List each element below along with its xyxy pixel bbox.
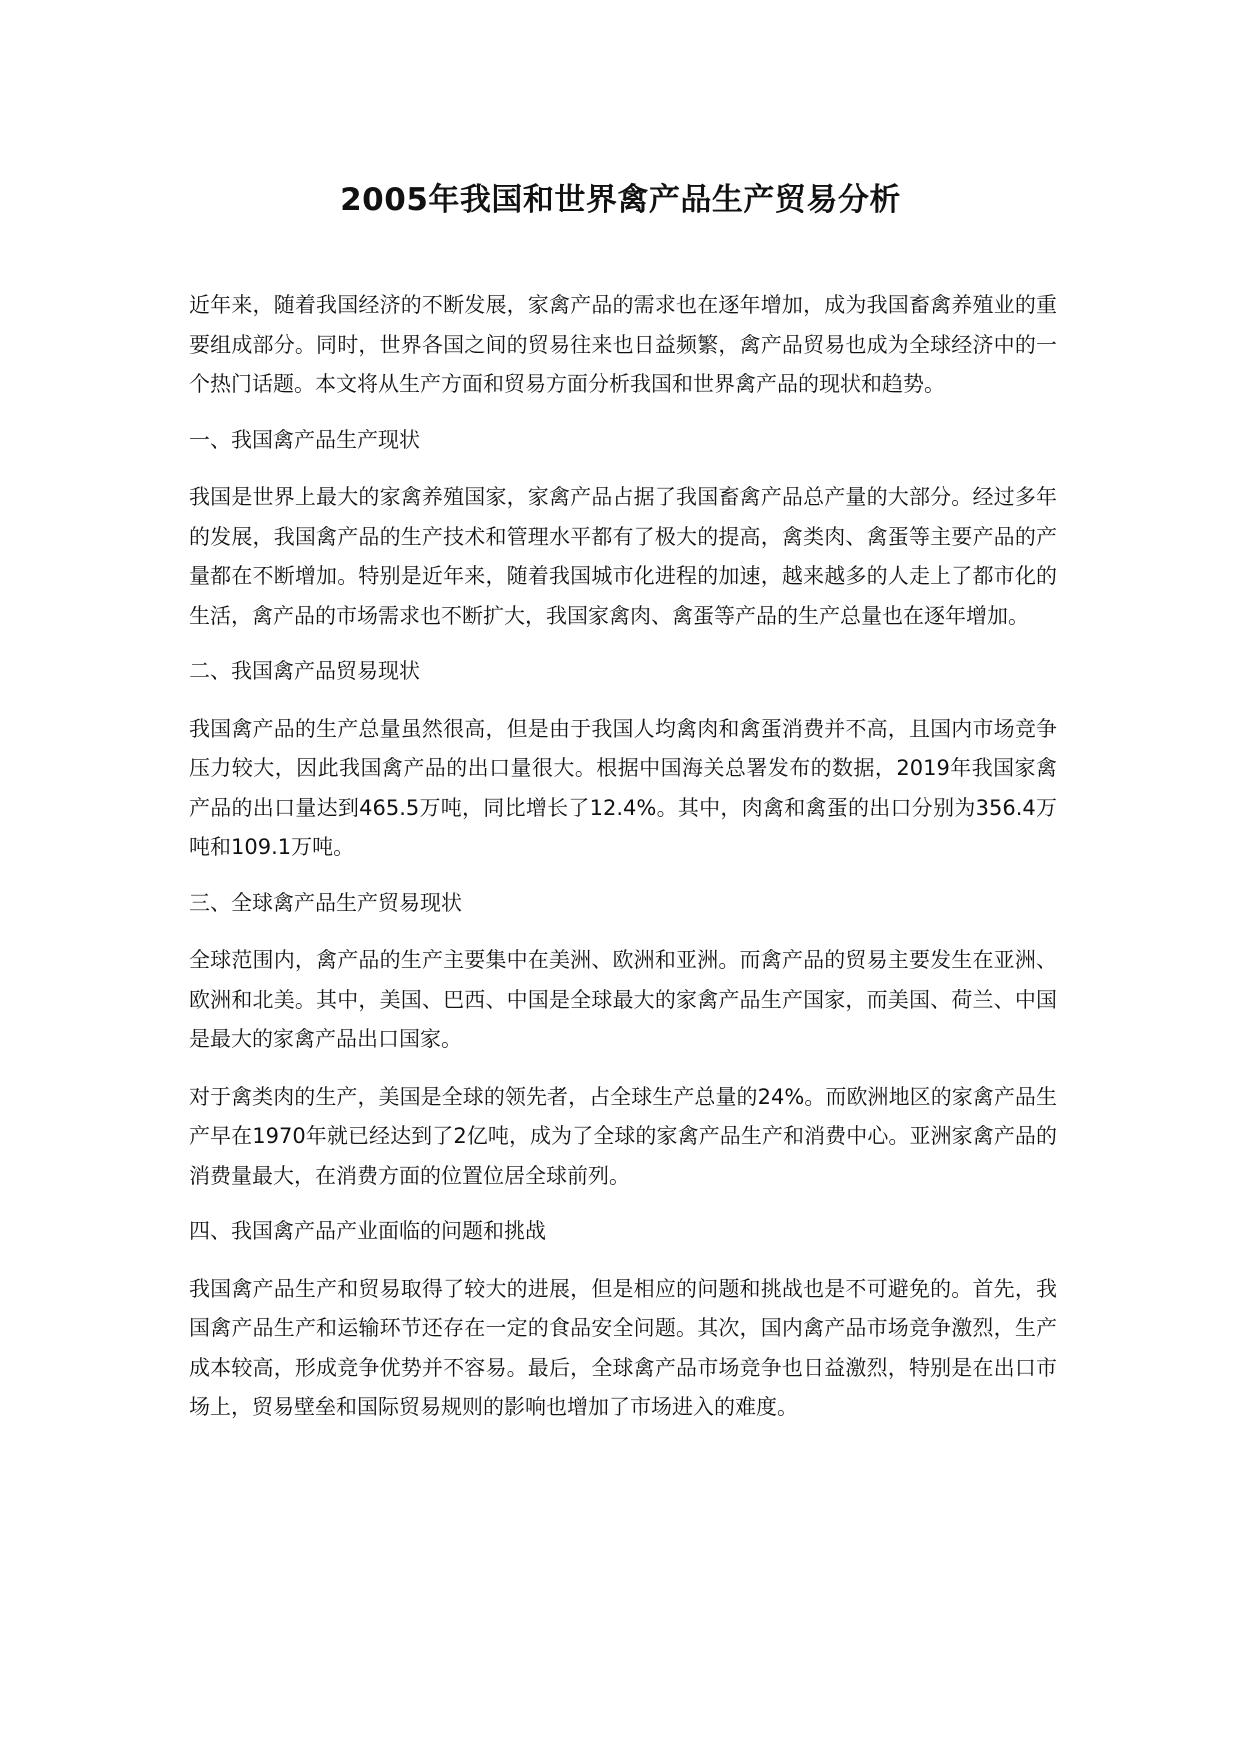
document-body: [189, 286, 1057, 1428]
document-title: 2005年我国和世界禽产品生产贸易分析: [340, 182, 901, 218]
section-heading-production: 一、我国禽产品生产现状: [189, 427, 420, 452]
section-paragraph-challenges: 我国禽产品生产和贸易取得了较大的进展，但是相应的问题和挑战也是不可避免的。首先，我国禽产品生产和运输环节还存在一定的食品安全问题。其次，国内禽产品市场竞争激烈，生产成本较高，形成竞争优势并不容易。最后，全球禽产品市场竞争也日益激烈，特别是在出口市场上，贸易壁垒和国际贸易规则的影响也增加了市场进入的难度。: [189, 1276, 1057, 1419]
intro-paragraph: 近年来，随着我国经济的不断发展，家禽产品的需求也在逐年增加，成为我国畜禽养殖业的重要组成部分。同时，世界各国之间的贸易往来也日益频繁，禽产品贸易也成为全球经济中的一个热门话题。本文将从生产方面和贸易方面分析我国和世界禽产品的现状和趋势。: [189, 293, 1057, 396]
section-paragraph-global-2: 对于禽类肉的生产，美国是全球的领先者，占全球生产总量的24%。而欧洲地区的家禽产品生产早在1970年就已经达到了2亿吨，成为了全球的家禽产品生产和消费中心。亚洲家禽产品的消费量最大，在消费方面的位置位居全球前列。: [189, 1084, 1057, 1188]
section-paragraph-global-1: 全球范围内，禽产品的生产主要集中在美洲、欧洲和亚洲。而禽产品的贸易主要发生在亚洲、欧洲和北美。其中，美国、巴西、中国是全球最大的家禽产品生产国家，而美国、荷兰、中国是最大的家禽产品出口国家。: [189, 948, 1057, 1051]
section-heading-global: 三、全球禽产品生产贸易现状: [189, 890, 462, 915]
section-paragraph-trade: 我国禽产品的生产总量虽然很高，但是由于我国人均禽肉和禽蛋消费并不高，且国内市场竞争压力较大，因此我国禽产品的出口量很大。根据中国海关总署发布的数据，2019年我国家禽产品的出口量达到465.5万吨，同比增长了12.4%。其中，肉禽和禽蛋的出口分别为356.4万吨和109.1万吨。: [189, 716, 1057, 859]
section-paragraph-production: 我国是世界上最大的家禽养殖国家，家禽产品占据了我国畜禽产品总产量的大部分。经过多年的发展，我国禽产品的生产技术和管理水平都有了极大的提高，禽类肉、禽蛋等主要产品的产量都在不断增加。特别是近年来，随着我国城市化进程的加速，越来越多的人走上了都市化的生活，禽产品的市场需求也不断扩大，我国家禽肉、禽蛋等产品的生产总量也在逐年增加。: [189, 485, 1057, 628]
section-heading-challenges: 四、我国禽产品产业面临的问题和挑战: [189, 1219, 546, 1243]
section-heading-trade: 二、我国禽产品贸易现状: [189, 659, 420, 683]
